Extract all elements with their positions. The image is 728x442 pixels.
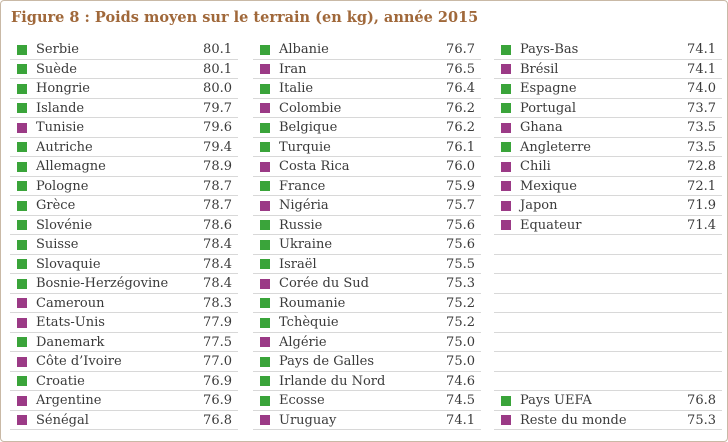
table-row xyxy=(253,352,481,372)
uefa-marker xyxy=(501,396,511,406)
country-name: Danemark xyxy=(36,334,105,350)
weight-value: 75.3 xyxy=(446,276,475,291)
country-name: Belgique xyxy=(279,120,338,135)
weight-value: 76.1 xyxy=(446,139,475,155)
country-name: Roumanie xyxy=(279,295,346,311)
weight-value: 75.7 xyxy=(446,198,475,213)
table-row xyxy=(253,274,481,294)
weight-value: 78.4 xyxy=(203,237,232,252)
table-row xyxy=(10,274,238,294)
table-row xyxy=(253,99,481,119)
other-marker xyxy=(17,298,27,308)
country-name: Pays UEFA xyxy=(520,393,592,408)
other-marker xyxy=(501,181,511,191)
other-marker xyxy=(17,123,27,133)
table-row xyxy=(10,79,238,99)
table-row xyxy=(253,138,481,158)
weight-value: 75.5 xyxy=(446,256,475,272)
country-name: Nigéria xyxy=(279,198,329,213)
country-name: Argentine xyxy=(36,393,102,408)
other-marker xyxy=(260,201,270,211)
table-row xyxy=(10,333,238,353)
table-row xyxy=(494,118,722,138)
country-name: Allemagne xyxy=(36,159,106,174)
uefa-marker xyxy=(17,84,27,94)
weight-value: 75.0 xyxy=(446,354,475,369)
table-row xyxy=(10,196,238,216)
uefa-marker xyxy=(501,142,511,152)
uefa-marker xyxy=(17,64,27,74)
country-name: Côte d’Ivoire xyxy=(36,354,122,369)
country-name: Hongrie xyxy=(36,81,90,96)
country-name: Slovaquie xyxy=(36,256,101,272)
weight-value: 74.1 xyxy=(687,42,716,57)
country-name: Colombie xyxy=(279,100,342,116)
uefa-marker xyxy=(260,123,270,133)
table-row xyxy=(253,118,481,138)
country-name: Costa Rica xyxy=(279,159,350,174)
table-row xyxy=(494,235,722,255)
weight-value: 76.8 xyxy=(203,412,232,428)
table-row xyxy=(494,99,722,119)
table-row xyxy=(253,372,481,392)
weight-value: 79.7 xyxy=(203,100,232,116)
country-name: Uruguay xyxy=(279,412,337,428)
table-row xyxy=(253,391,481,411)
country-name: Irlande du Nord xyxy=(279,373,386,389)
country-name: Espagne xyxy=(520,81,577,96)
country-name: Angleterre xyxy=(520,139,591,155)
table-row xyxy=(10,313,238,333)
weight-value: 78.3 xyxy=(203,295,232,311)
weight-value: 75.6 xyxy=(446,217,475,233)
country-name: Corée du Sud xyxy=(279,276,369,291)
table-row xyxy=(253,40,481,60)
uefa-marker xyxy=(17,103,27,113)
weight-value: 76.2 xyxy=(446,100,475,116)
uefa-marker xyxy=(260,240,270,250)
weight-value: 80.1 xyxy=(203,42,232,57)
uefa-marker xyxy=(17,45,27,55)
uefa-marker xyxy=(260,142,270,152)
table-row xyxy=(494,274,722,294)
table-row xyxy=(253,411,481,431)
weight-value: 75.6 xyxy=(446,237,475,252)
weight-value: 78.7 xyxy=(203,178,232,194)
other-marker xyxy=(260,64,270,74)
country-name: Pologne xyxy=(36,178,89,194)
table-row xyxy=(494,411,722,431)
weight-value: 77.0 xyxy=(203,354,232,369)
weight-value: 74.1 xyxy=(687,61,716,77)
country-name: Algérie xyxy=(279,334,327,350)
weight-value: 80.1 xyxy=(203,61,232,77)
uefa-marker xyxy=(17,376,27,386)
table-row xyxy=(494,196,722,216)
table-row xyxy=(253,333,481,353)
other-marker xyxy=(501,162,511,172)
country-name: Suisse xyxy=(36,237,79,252)
other-marker xyxy=(260,162,270,172)
table-row xyxy=(494,79,722,99)
other-marker xyxy=(17,357,27,367)
weight-value: 79.4 xyxy=(203,139,232,155)
weight-value: 72.8 xyxy=(687,159,716,174)
weight-value: 76.5 xyxy=(446,61,475,77)
other-marker xyxy=(501,201,511,211)
uefa-marker xyxy=(501,45,511,55)
country-name: Equateur xyxy=(520,217,582,233)
weight-value: 76.0 xyxy=(446,159,475,174)
weight-value: 74.1 xyxy=(446,412,475,428)
weight-value: 76.9 xyxy=(203,373,232,389)
uefa-marker xyxy=(260,376,270,386)
table-row xyxy=(10,216,238,236)
weight-value: 75.0 xyxy=(446,334,475,350)
uefa-marker xyxy=(260,298,270,308)
weight-value: 77.9 xyxy=(203,315,232,330)
table-row xyxy=(253,60,481,80)
uefa-marker xyxy=(17,201,27,211)
weight-value: 74.6 xyxy=(446,373,475,389)
table-row xyxy=(253,79,481,99)
table-row xyxy=(253,294,481,314)
country-name: Ecosse xyxy=(279,393,325,408)
country-name: Pays-Bas xyxy=(520,42,579,57)
country-name: Bosnie-Herzégovine xyxy=(36,276,169,291)
table-row xyxy=(494,40,722,60)
table-row xyxy=(10,372,238,392)
other-marker xyxy=(17,318,27,328)
table-row xyxy=(10,99,238,119)
weight-value: 74.5 xyxy=(446,393,475,408)
country-name: Slovénie xyxy=(36,217,93,233)
weight-value: 73.5 xyxy=(687,139,716,155)
country-name: Russie xyxy=(279,217,323,233)
table-row xyxy=(494,177,722,197)
country-name: Iran xyxy=(279,61,307,77)
country-name: Tunisie xyxy=(36,120,85,135)
other-marker xyxy=(260,279,270,289)
uefa-marker xyxy=(17,279,27,289)
other-marker xyxy=(501,220,511,230)
weight-value: 76.2 xyxy=(446,120,475,135)
country-name: Serbie xyxy=(36,42,79,57)
table-row xyxy=(10,235,238,255)
table-row xyxy=(10,118,238,138)
weight-value: 80.0 xyxy=(203,81,232,96)
weight-value: 79.6 xyxy=(203,120,232,135)
weight-value: 78.4 xyxy=(203,256,232,272)
table-row xyxy=(494,391,722,411)
table-row xyxy=(494,255,722,275)
table-row xyxy=(253,216,481,236)
weight-value: 78.4 xyxy=(203,276,232,291)
uefa-marker xyxy=(17,181,27,191)
uefa-marker xyxy=(17,142,27,152)
uefa-marker xyxy=(17,240,27,250)
country-name: Sénégal xyxy=(36,412,89,428)
uefa-marker xyxy=(17,220,27,230)
uefa-marker xyxy=(260,259,270,269)
uefa-marker xyxy=(260,396,270,406)
country-name: Ghana xyxy=(520,120,563,135)
uefa-marker xyxy=(501,103,511,113)
table-row xyxy=(494,372,722,392)
other-marker xyxy=(501,415,511,425)
country-name: Etats-Unis xyxy=(36,315,105,330)
uefa-marker xyxy=(260,45,270,55)
uefa-marker xyxy=(260,84,270,94)
country-name: Albanie xyxy=(279,42,329,57)
country-name: Ukraine xyxy=(279,237,333,252)
weight-value: 72.1 xyxy=(687,178,716,194)
country-name: Reste du monde xyxy=(520,412,627,428)
table-row xyxy=(494,333,722,353)
weight-value: 75.3 xyxy=(687,412,716,428)
table-row xyxy=(494,60,722,80)
weight-value: 76.8 xyxy=(687,393,716,408)
country-name: Cameroun xyxy=(36,295,105,311)
table-row xyxy=(10,60,238,80)
country-name: Suède xyxy=(36,61,77,77)
country-name: Portugal xyxy=(520,100,577,116)
table-row xyxy=(10,157,238,177)
country-name: Mexique xyxy=(520,178,577,194)
table-row xyxy=(10,294,238,314)
table-row xyxy=(494,216,722,236)
weight-value: 78.9 xyxy=(203,159,232,174)
country-name: France xyxy=(279,178,326,194)
uefa-marker xyxy=(17,162,27,172)
table-row xyxy=(253,177,481,197)
table-row xyxy=(253,255,481,275)
uefa-marker xyxy=(260,220,270,230)
country-name: Pays de Galles xyxy=(279,354,375,369)
table-row xyxy=(253,235,481,255)
other-marker xyxy=(260,337,270,347)
weight-value: 75.2 xyxy=(446,315,475,330)
uefa-marker xyxy=(260,181,270,191)
table-row xyxy=(253,196,481,216)
country-name: Tchèquie xyxy=(279,315,339,330)
table-row xyxy=(10,177,238,197)
weight-value: 77.5 xyxy=(203,334,232,350)
table-row xyxy=(494,294,722,314)
weight-value: 71.9 xyxy=(687,198,716,213)
country-name: Grèce xyxy=(36,198,76,213)
weight-value: 73.7 xyxy=(687,100,716,116)
table-row xyxy=(494,138,722,158)
other-marker xyxy=(17,415,27,425)
country-name: Croatie xyxy=(36,373,85,389)
weight-value: 74.0 xyxy=(687,81,716,96)
weight-value: 73.5 xyxy=(687,120,716,135)
country-name: Japon xyxy=(520,198,558,213)
uefa-marker xyxy=(260,357,270,367)
weight-value: 76.4 xyxy=(446,81,475,96)
uefa-marker xyxy=(17,259,27,269)
table-row xyxy=(253,313,481,333)
table-row xyxy=(10,40,238,60)
weight-value: 78.6 xyxy=(203,217,232,233)
table-row xyxy=(10,138,238,158)
table-row xyxy=(10,391,238,411)
country-name: Israël xyxy=(279,256,317,272)
weight-value: 76.9 xyxy=(203,393,232,408)
weight-value: 75.9 xyxy=(446,178,475,194)
uefa-marker xyxy=(260,318,270,328)
country-name: Islande xyxy=(36,100,85,116)
uefa-marker xyxy=(17,337,27,347)
figure-title: Figure 8 : Poids moyen sur le terrain (en kg), année 2015 xyxy=(11,9,479,26)
other-marker xyxy=(17,396,27,406)
table-row xyxy=(10,411,238,431)
table-row xyxy=(10,352,238,372)
country-name: Brésil xyxy=(520,61,559,77)
country-name: Autriche xyxy=(36,139,93,155)
other-marker xyxy=(501,123,511,133)
table-row xyxy=(253,157,481,177)
weight-value: 71.4 xyxy=(687,217,716,233)
weight-value: 78.7 xyxy=(203,198,232,213)
weight-value: 75.2 xyxy=(446,295,475,311)
table-row xyxy=(494,313,722,333)
country-name: Turquie xyxy=(279,139,331,155)
other-marker xyxy=(260,415,270,425)
other-marker xyxy=(260,103,270,113)
country-name: Chili xyxy=(520,159,551,174)
weight-value: 76.7 xyxy=(446,42,475,57)
table-row xyxy=(494,352,722,372)
table-row xyxy=(10,255,238,275)
table-row xyxy=(494,157,722,177)
uefa-marker xyxy=(501,84,511,94)
other-marker xyxy=(501,64,511,74)
country-name: Italie xyxy=(279,81,314,96)
